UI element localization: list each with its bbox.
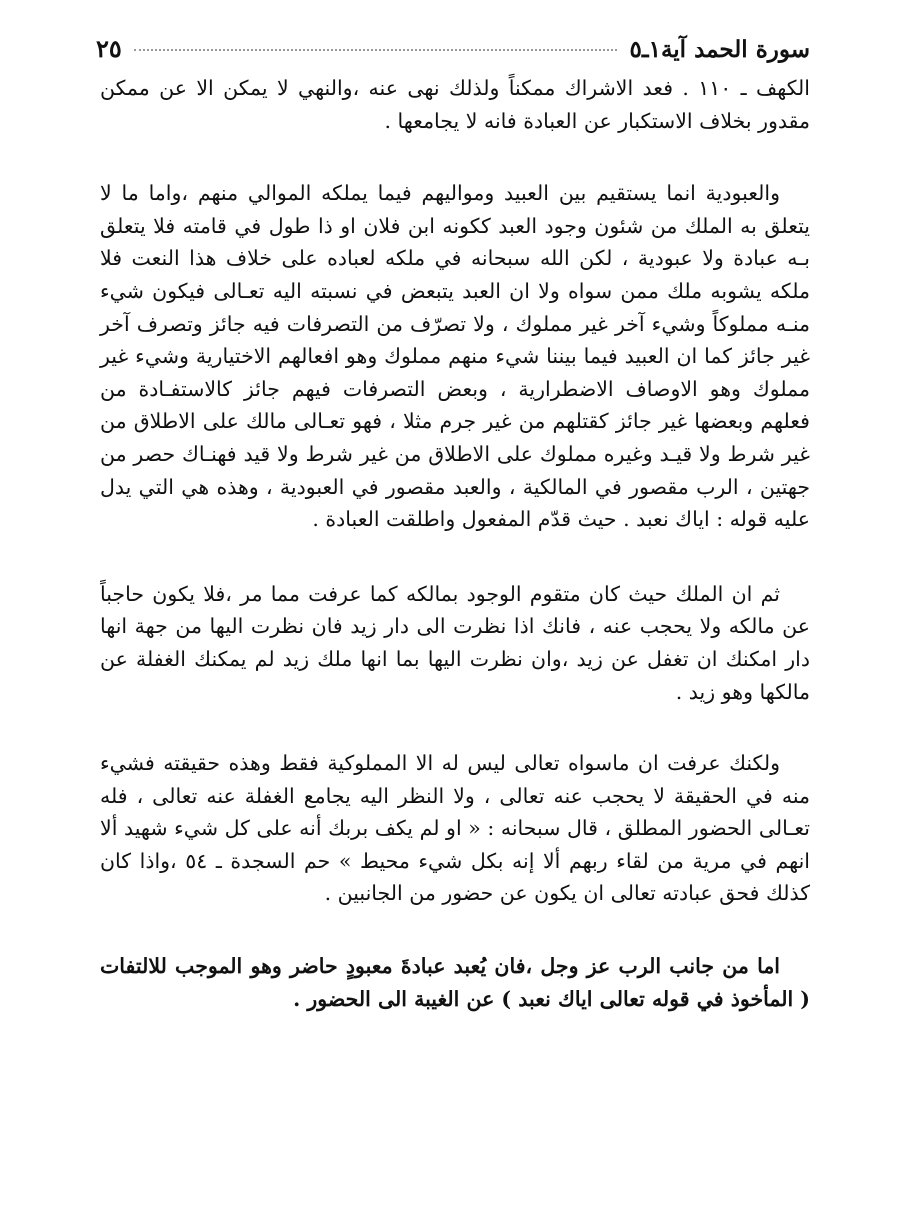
- page-number: ٢٥: [96, 34, 122, 63]
- paragraph-2: والعبودية انما يستقيم بين العبيد ومواليهم فيما يملكه الموالي منهم ،واما ما لا يتعلق به الملك من شئون وجود العبد ككونه ابن فلان او ذا طول في قامته فلا يتعلق بـه عبادة ولا عبودية ، لكن الله سبحانه في ملكه لعباده على خلاف هذا النعت فلا ملكه يشوبه ملك ممن سواه ولا ان العبد يتبعض في نسبته اليه تعـالى فيكون شيء منـه مملوكاً وشيء آخر غير مملوك ، ولا تصرّف من التصرفات فيه جائز وتصرف آخر غير جائز كما ان العبيد فيما بيننا شيء منهم مملوك وهو افعالهم الاختيارية وشيء غير مملوك وهو الاوصاف الاضطرارية ، وبعض التصرفات فيهم جائز كالاستفـادة من فعلهم وبعضها غير جائز كقتلهم من غير جرم مثلا ، فهو تعـالى مالك على الاطلاق من غير شرط ولا قيـد وغيره مملوك على الاطلاق من غير شرط ولا قيد فهنـاك حصر من جهتين ، الرب مقصور في المالكية ، والعبد مقصور في العبودية ، وهذه هي التي يدل عليه قوله : اياك نعبد . حيث قدّم المفعول واطلقت العبادة .: [100, 181, 810, 532]
- paragraph-5: اما من جانب الرب عز وجل ،فان يُعبد عبادةَ معبودٍ حاضر وهو الموجب للالتفات ( المأخوذ في قوله تعالى اياك نعبد ) عن الغيبة الى الحضور .: [100, 954, 810, 1011]
- page-body: [100, 72, 810, 1015]
- paragraph-1: الكهف ـ ١١٠ . فعد الاشراك ممكناً ولذلك نهى عنه ،والنهي لا يمكن الا عن ممكن مقدور بخلاف الاستكبار عن العبادة فانه لا يجامعها .: [100, 76, 810, 133]
- header-leader-dots: [134, 49, 618, 51]
- paragraph-4: ولكنك عرفت ان ماسواه تعالى ليس له الا المملوكية فقط وهذه حقيقته فشيء منه في الحقيقة لا يحجب عنه تعالى ، ولا النظر اليه يجامع الغفلة عنه تعالى ، فله تعـالى الحضور المطلق ، قال سبحانه : « او لم يكف بربك أنه على كل شيء شهيد ألا انهم في مرية من لقاء ربهم ألا إنه بكل شيء محيط » حم السجدة ـ ٥٤ ،واذا كان كذلك فحق عبادته تعالى ان يكون عن حضور من الجانبين .: [100, 751, 810, 906]
- running-title: سورة الحمد آية١ـ٥: [629, 36, 810, 63]
- page-header: [96, 34, 810, 70]
- paragraph-3: ثم ان الملك حيث كان متقوم الوجود بمالكه كما عرفت مما مر ،فلا يكون حاجباً عن مالكه ولا يحجب عنه ، فانك اذا نظرت الى دار زيد فان نظرت اليها من جهة انها دار امكنك ان تغفل عن زيد ،وان نظرت اليها بما انها ملك زيد لم يمكنك الغفلة عن مالكها وهو زيد .: [100, 581, 810, 704]
